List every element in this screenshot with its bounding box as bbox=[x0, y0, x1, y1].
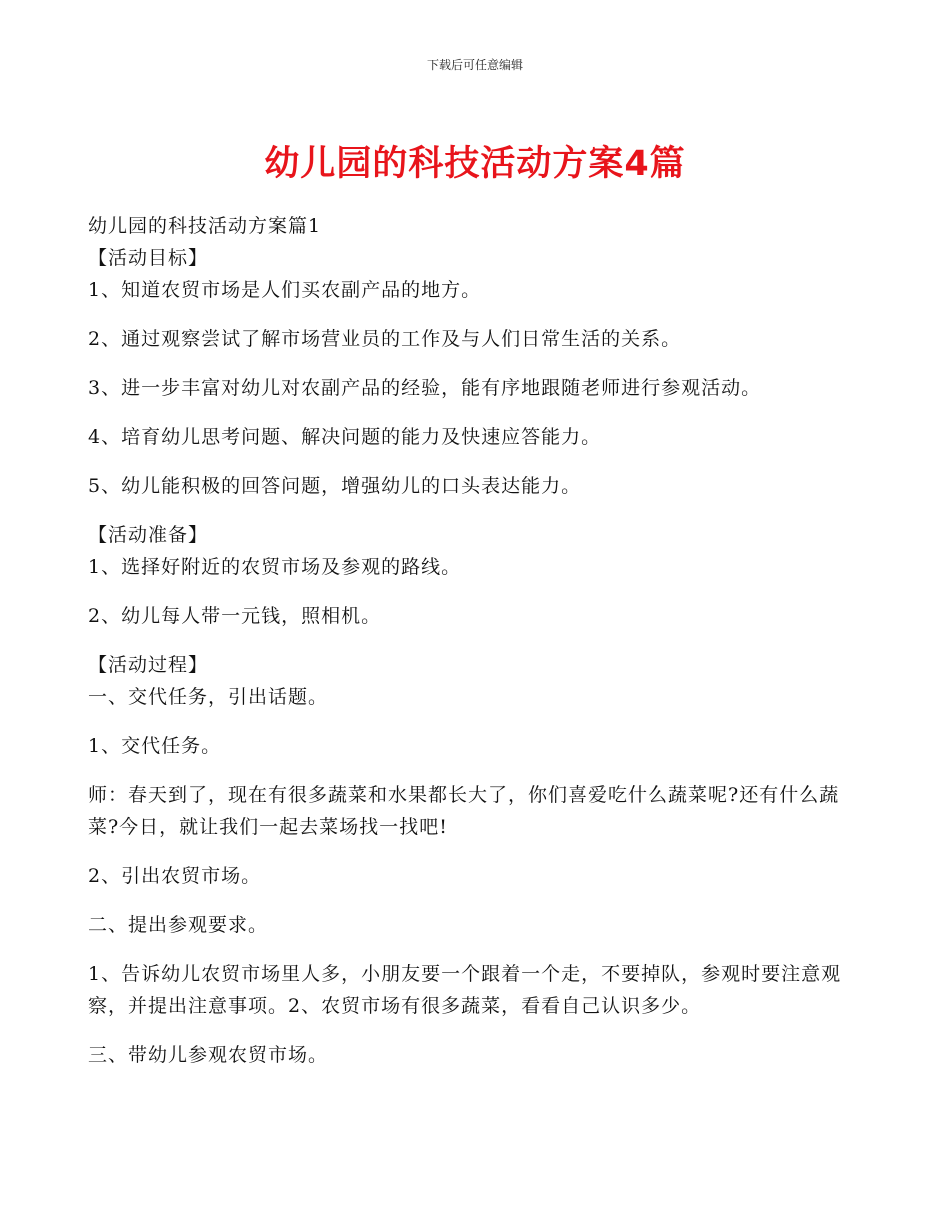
paragraph: 师：春天到了，现在有很多蔬菜和水果都长大了，你们喜爱吃什么蔬菜呢?还有什么蔬菜?今日，就让我们一起去菜场找一找吧! bbox=[88, 784, 840, 838]
header-note: 下载后可任意编辑 bbox=[426, 58, 523, 72]
paragraph: 2、幼儿每人带一元钱，照相机。 bbox=[88, 605, 382, 627]
subsection-heading: 【活动目标】 bbox=[88, 247, 209, 269]
subsection-heading: 【活动过程】 bbox=[88, 654, 209, 676]
subsection-heading: 【活动准备】 bbox=[88, 524, 209, 546]
document-title: 幼儿园的科技活动方案4篇 bbox=[264, 144, 686, 184]
section-heading: 幼儿园的科技活动方案篇1 bbox=[88, 215, 322, 237]
paragraph: 2、通过观察尝试了解市场营业员的工作及与人们日常生活的关系。 bbox=[88, 328, 682, 350]
paragraph: 1、知道农贸市场是人们买农副产品的地方。 bbox=[88, 279, 482, 301]
paragraph: 1、交代任务。 bbox=[88, 735, 222, 757]
paragraph: 二、提出参观要求。 bbox=[88, 914, 269, 936]
paragraph: 三、带幼儿参观农贸市场。 bbox=[88, 1044, 329, 1066]
paragraph: 5、幼儿能积极的回答问题，增强幼儿的口头表达能力。 bbox=[88, 475, 582, 497]
paragraph: 1、选择好附近的农贸市场及参观的路线。 bbox=[88, 556, 462, 578]
paragraph: 1、告诉幼儿农贸市场里人多，小朋友要一个跟着一个走，不要掉队，参观时要注意观察，并提出注意事项。2、农贸市场有很多蔬菜，看看自己认识多少。 bbox=[88, 963, 842, 1017]
paragraph: 2、引出农贸市场。 bbox=[88, 865, 262, 887]
paragraph: 一、交代任务，引出话题。 bbox=[88, 686, 329, 708]
document-body bbox=[88, 210, 863, 1071]
paragraph: 4、培育幼儿思考问题、解决问题的能力及快速应答能力。 bbox=[88, 426, 602, 448]
paragraph: 3、进一步丰富对幼儿对农副产品的经验，能有序地跟随老师进行参观活动。 bbox=[88, 377, 762, 399]
